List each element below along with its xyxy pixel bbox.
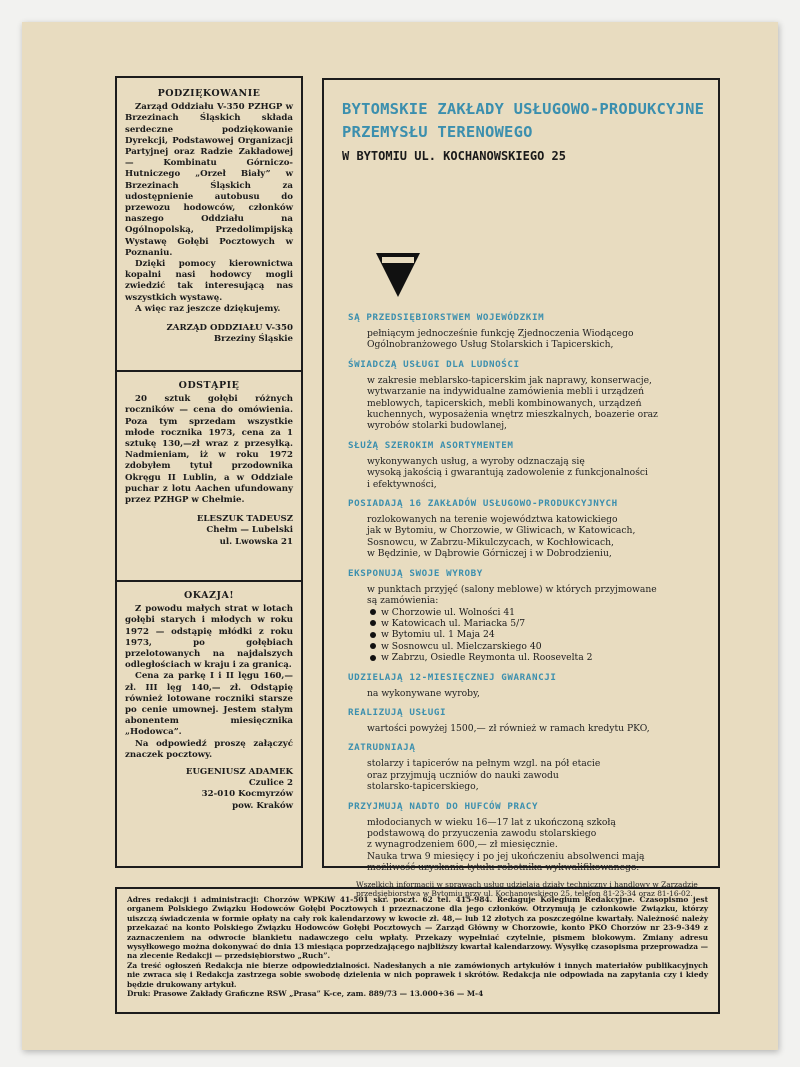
section-text: rozlokowanych na terenie województwa katowickiego	[367, 514, 618, 526]
thanks-signature-place: Brzeziny Śląskie	[213, 334, 293, 345]
section-text: wartości powyżej 1500,— zł również w ramach kredytu PKO,	[367, 722, 650, 734]
section-heading: EKSPONUJĄ SWOJE WYROBY	[348, 567, 483, 579]
magazine-page	[22, 22, 778, 1050]
showroom-list-item: w Bytomiu ul. 1 Maja 24	[348, 629, 708, 640]
imprint-disclaimer: Za treść ogłoszeń Redakcja nie bierze odpowiedzialności. Nadesłanych a nie zamówionych artykułów i innych materiałów publikacyjnych nie zwraca się i Redakcja zastrzega sobie swobodę dzielenia w nich poprawek i skrótów. Redakcja nie odpowiada na zapytania czy i kiedy będzie drukowany artykuł.	[127, 960, 708, 989]
offer-title: OKAZJA!	[184, 590, 234, 601]
sale-signature: ELESZUK TADEUSZ	[196, 514, 293, 525]
section-text: Ogólnobranżowego Usług Stolarskich i Tapicerskich,	[367, 339, 614, 351]
section-heading: PRZYJMUJĄ NADTO DO HUFCÓW PRACY	[348, 800, 539, 812]
bullet-icon	[370, 643, 376, 649]
thanks-signature: ZARZĄD ODDZIAŁU V-350	[166, 323, 293, 334]
sale-title: ODSTĄPIĘ	[178, 380, 240, 391]
bullet-icon	[370, 632, 376, 638]
imprint-printer: Druk: Prasowe Zakłady Graficzne RSW „Prasa” K-ce, zam. 889/73 — 13.000+36 — M-4	[127, 989, 484, 999]
section-text: wykonywanych usług, a wyroby odznaczają się	[367, 455, 585, 467]
bullet-icon	[370, 655, 376, 661]
bullet-icon	[370, 609, 376, 615]
section-text: wysoką jakością i gwarantują zadowolenie z funkcjonalności	[367, 467, 648, 479]
section-text: i efektywności,	[367, 478, 437, 490]
section-text: są zamówienia:	[367, 595, 439, 607]
offer-signature-postcode: 32-010 Kocmyrzów	[201, 789, 293, 800]
section-heading: SĄ PRZEDSIĘBIORSTWEM WOJEWÓDZKIM	[348, 312, 545, 323]
thanks-title: PODZIĘKOWANIE	[157, 88, 261, 99]
section-heading: REALIZUJĄ USŁUGI	[348, 706, 447, 718]
section-heading: ŚWIADCZĄ USŁUGI DLA LUDNOŚCI	[348, 358, 520, 370]
thanks-body: Zarząd Oddziału V-350 PZHGP w Brzezinach Śląskich składa serdeczne podziękowanie Dyrekcji, Podstawowej Organizacji Partyjnej oraz Radzie Zakładowej — Kombinatu Górniczo-Hutniczego „Orzeł Biały” w Brzezinach Śląskich za udostępnienie autobusu do przewozu hodowców, członków naszego Oddziału na Ogólnopolską, Przedolimpijską Wystawę Gołębi Pocztowych w Poznaniu.	[125, 102, 293, 258]
section-text: młodocianych w wieku 16—17 lat z ukończoną szkołą	[367, 816, 616, 828]
offer-notice	[125, 590, 293, 812]
section-heading: SŁUŻĄ SZEROKIM ASORTYMENTEM	[348, 439, 514, 451]
section-text: podstawową do przyuczenia zawodu stolarskiego	[367, 827, 597, 839]
section-text: w punktach przyjęć (salony meblowe) w których przyjmowane	[367, 583, 657, 595]
section-text: z wynagrodzeniem 600,— zł miesięcznie.	[367, 839, 558, 851]
bullet-icon	[370, 620, 376, 626]
company-sections	[348, 312, 708, 898]
section-text: stolarsko-tapicerskiego,	[367, 781, 479, 793]
thanks-body-2: Dzięki pomocy kierownictwa kopalni nasi hodowcy mogli zwiedzić tak interesującą nas wszystkich wystawę.	[125, 259, 293, 303]
sale-body: 20 sztuk gołębi różnych roczników — cena do omówienia. Poza tym sprzedam wszystkie młode rocznika 1973, cena za 1 sztukę 130,—zł wraz z przesyłką. Nadmieniam, iż w roku 1972 zdobyłem tytuł przodownika Okręgu II Lublin, a w Oddziale puchar z lotu Aachen ufundowany przez PZHGP w Chełmie.	[125, 394, 293, 506]
offer-signature-district: pow. Kraków	[232, 800, 293, 811]
showroom-list-item: w Sosnowcu ul. Mielczarskiego 40	[348, 641, 708, 652]
section-text: możliwość uzyskania tytułu robotnika wykwalifikowanego.	[367, 862, 640, 874]
divider	[117, 580, 301, 582]
showroom-list-item: w Zabrzu, Osiedle Reymonta ul. Roosevelta 2	[348, 652, 708, 663]
showroom-list-item: w Katowicach ul. Mariacka 5/7	[348, 618, 708, 629]
offer-body-2: Cena za parkę I i II lęgu 160,— zł. III lęg 140,— zł. Odstąpię również lotowane roczniki starsze po cenie umownej. Jestem stałym abonentem miesięcznika „Hodowca”.	[125, 671, 293, 738]
thanks-notice	[125, 88, 293, 345]
company-name-line-1: BYTOMSKIE ZAKŁADY USŁUGOWO-PRODUKCYJNE	[342, 100, 705, 118]
section-text: Nauka trwa 9 miesięcy i po jej ukończeniu absolwenci mają	[367, 850, 645, 862]
section-text: pełniącym jednocześnie funkcję Zjednoczenia Wiodącego	[367, 328, 634, 339]
section-text: w zakresie meblarsko-tapicerskim jak naprawy, konserwacje,	[367, 374, 652, 386]
company-name-line-2: PRZEMYSŁU TERENOWEGO	[342, 123, 533, 141]
sale-notice	[125, 380, 293, 548]
company-ad	[322, 78, 720, 898]
offer-signature-village: Czulice 2	[248, 778, 293, 789]
section-text: wytwarzanie na indywidualne zamówienia mebli i urządzeń	[367, 386, 644, 398]
section-text: oraz przyjmują uczniów do nauki zawodu	[367, 769, 559, 781]
imprint-footer	[115, 887, 720, 1014]
left-ads-column	[115, 76, 303, 868]
section-heading: POSIADAJĄ 16 ZAKŁADÓW USŁUGOWO-PRODUKCYJNYCH	[348, 498, 618, 510]
section-text: Sosnowcu, w Zabrzu-Mikulczycach, w Kochłowicach,	[367, 536, 614, 548]
showroom-list-item: w Chorzowie ul. Wolności 41	[348, 607, 708, 618]
offer-body: Z powodu małych strat w lotach gołębi starych i młodych w roku 1972 — odstąpię młódki z roku 1973, po gołębiach przelotowanych na najdalszych odległościach w kraju i za granicą.	[125, 604, 293, 671]
section-text: na wykonywane wyroby,	[367, 687, 480, 699]
section-text: jak w Bytomiu, w Chorzowie, w Gliwicach, w Katowicach,	[367, 525, 636, 537]
section-heading: UDZIELAJĄ 12-MIESIĘCZNEJ GWARANCJI	[348, 671, 557, 683]
sale-signature-city: Chełm — Lubelski	[206, 525, 293, 536]
company-logo-icon	[376, 253, 420, 297]
section-text: kuchennych, wyposażenia wnętrz mieszkalnych, boazerie oraz	[367, 409, 658, 421]
imprint-editorial: Adres redakcji i administracji: Chorzów WPKiW 41-501 skr. poczt. 62 tel. 415-984. Redaguje Kolegium Redakcyjne. Czasopismo jest organem Polskiego Związku Hodowców Gołębi Pocztowych i przeznaczone dla jego członków. Otrzymują je członkowie Związku, którzy uiszczą świadczenia w formie opłaty na cały rok kalendarzowy w kwocie zł. 48,— lub 12 złotych za poszczególne kwartały. Należność należy przekazać na konto Polskiego Związku Hodowców Gołębi Pocztowych — Zarząd Główny w Chorzowie, konto PKO Chorzów nr 23-9-349 z zaznaczeniem na odwrocie blankietu nadawczego celu wpłaty. Przekazy wypełniać czytelnie, pismem blokowym. Zmiany adresu wysyłkowego można dokonywać do dnia 13 miesiąca poprzedzającego najbliższy kwartał kalendarzowy. Wysyłkę czasopisma przeprowadza — na zlecenie Redakcji — przedsiębiorstwo „Ruch”.	[127, 895, 708, 961]
section-text: w Będzinie, w Dąbrowie Górniczej i w Dobrodzieniu,	[367, 548, 612, 560]
section-text: wyrobów stolarki budowlanej,	[367, 420, 507, 432]
offer-body-3: Na odpowiedź proszę załączyć znaczek pocztowy.	[125, 738, 293, 760]
sale-signature-street: ul. Lwowska 21	[219, 536, 293, 547]
offer-signature: EUGENIUSZ ADAMEK	[185, 767, 293, 778]
section-text: stolarzy i tapicerów na pełnym wzgl. na pół etacie	[367, 758, 601, 770]
section-heading: ZATRUDNIAJĄ	[348, 742, 416, 754]
divider	[117, 370, 301, 372]
contact-footnote: Wszelkich informacji w sprawach usług udzielają działy techniczny i handlowy w Zarządzie przedsiębiorstwa w Bytomiu przy ul. Kochanowskiego 25, telefon 81-23-34 oraz 81-16-02.	[356, 879, 698, 898]
thanks-body-3: A więc raz jeszcze dziękujemy.	[135, 303, 281, 314]
company-address: W BYTOMIU UL. KOCHANOWSKIEGO 25	[342, 149, 566, 163]
section-text: meblowych, tapicerskich, mebli kombinowanych, urządzeń	[367, 397, 642, 409]
